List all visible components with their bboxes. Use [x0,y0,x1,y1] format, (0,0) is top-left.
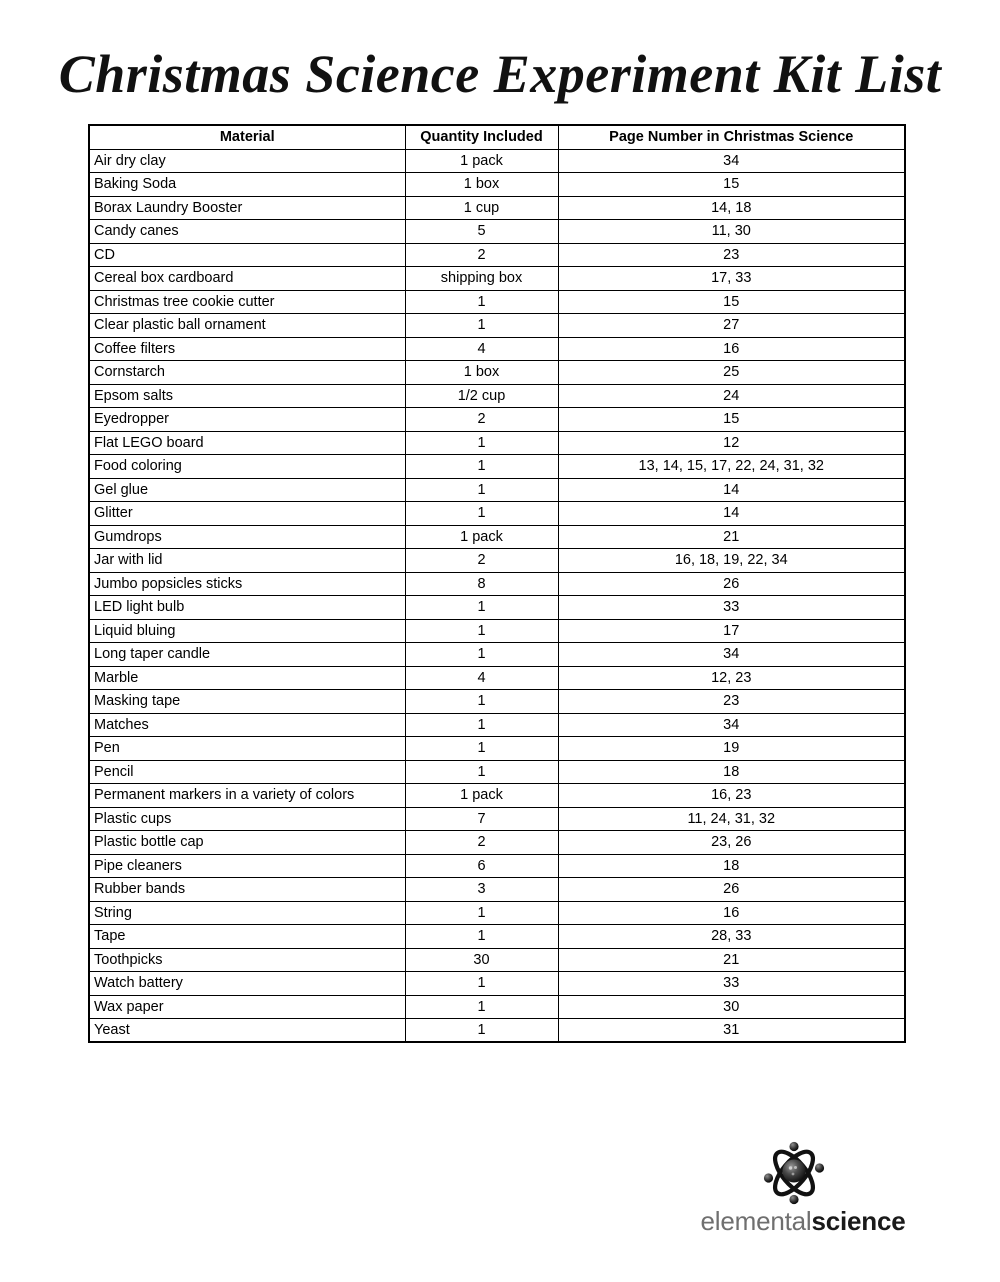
cell-quantity: 2 [405,408,558,432]
table-row [89,314,905,338]
cell-material: Pencil [89,760,405,784]
cell-quantity: 7 [405,807,558,831]
cell-material: Epsom salts [89,384,405,408]
cell-material: Coffee filters [89,337,405,361]
cell-quantity: 1 box [405,173,558,197]
cell-quantity: shipping box [405,267,558,291]
table-row [89,784,905,808]
cell-quantity: 1 [405,760,558,784]
kit-list-table [88,124,906,1043]
table-row [89,948,905,972]
table-row [89,361,905,385]
cell-page-number: 19 [558,737,905,761]
cell-quantity: 1 pack [405,784,558,808]
atom-icon [757,1138,831,1208]
cell-material: Pen [89,737,405,761]
cell-material: Jar with lid [89,549,405,573]
cell-material: Watch battery [89,972,405,996]
cell-page-number: 15 [558,408,905,432]
table-row [89,831,905,855]
cell-material: Cereal box cardboard [89,267,405,291]
cell-page-number: 17, 33 [558,267,905,291]
cell-material: Baking Soda [89,173,405,197]
table-row [89,901,905,925]
table-row [89,666,905,690]
cell-page-number: 16, 18, 19, 22, 34 [558,549,905,573]
table-row [89,220,905,244]
cell-quantity: 8 [405,572,558,596]
cell-quantity: 1 [405,431,558,455]
cell-material: Toothpicks [89,948,405,972]
table-row [89,690,905,714]
table-row [89,549,905,573]
cell-quantity: 1/2 cup [405,384,558,408]
table-row [89,854,905,878]
cell-material: Gumdrops [89,525,405,549]
cell-quantity: 6 [405,854,558,878]
cell-quantity: 1 box [405,361,558,385]
cell-quantity: 1 [405,901,558,925]
cell-material: Eyedropper [89,408,405,432]
cell-material: Liquid bluing [89,619,405,643]
cell-page-number: 30 [558,995,905,1019]
table-body [89,149,905,1042]
cell-material: String [89,901,405,925]
cell-quantity: 1 [405,290,558,314]
cell-page-number: 23 [558,690,905,714]
table-row [89,619,905,643]
cell-page-number: 31 [558,1019,905,1043]
cell-page-number: 12 [558,431,905,455]
cell-page-number: 16 [558,337,905,361]
table-row [89,431,905,455]
cell-quantity: 2 [405,831,558,855]
table-row [89,408,905,432]
cell-page-number: 18 [558,760,905,784]
table-row [89,713,905,737]
cell-material: Candy canes [89,220,405,244]
table-row [89,173,905,197]
table-row [89,525,905,549]
cell-page-number: 14, 18 [558,196,905,220]
table-row [89,760,905,784]
cell-material: Gel glue [89,478,405,502]
cell-page-number: 11, 30 [558,220,905,244]
table-header [89,125,905,149]
table-row [89,643,905,667]
table-row [89,243,905,267]
table-row [89,267,905,291]
cell-quantity: 4 [405,337,558,361]
cell-quantity: 1 pack [405,149,558,173]
cell-material: CD [89,243,405,267]
cell-quantity: 1 [405,502,558,526]
cell-quantity: 1 [405,737,558,761]
table-row [89,502,905,526]
cell-page-number: 18 [558,854,905,878]
cell-quantity: 2 [405,243,558,267]
cell-quantity: 1 [405,690,558,714]
table-row [89,478,905,502]
cell-material: LED light bulb [89,596,405,620]
cell-material: Plastic bottle cap [89,831,405,855]
table-row [89,455,905,479]
cell-quantity: 1 [405,478,558,502]
cell-page-number: 21 [558,525,905,549]
table-row [89,878,905,902]
cell-quantity: 1 [405,596,558,620]
table-header-row [89,125,905,149]
kit-list-table-container [88,124,904,1043]
cell-quantity: 1 [405,995,558,1019]
cell-quantity: 3 [405,878,558,902]
table-row [89,1019,905,1043]
cell-page-number: 21 [558,948,905,972]
cell-material: Rubber bands [89,878,405,902]
cell-page-number: 15 [558,290,905,314]
cell-material: Cornstarch [89,361,405,385]
cell-page-number: 16 [558,901,905,925]
cell-page-number: 26 [558,572,905,596]
cell-material: Wax paper [89,995,405,1019]
cell-page-number: 28, 33 [558,925,905,949]
cell-quantity: 1 [405,713,558,737]
cell-quantity: 1 [405,643,558,667]
cell-quantity: 1 [405,972,558,996]
cell-material: Long taper candle [89,643,405,667]
cell-material: Masking tape [89,690,405,714]
table-row [89,737,905,761]
cell-page-number: 27 [558,314,905,338]
page-title: Christmas Science Experiment Kit List [58,44,942,104]
cell-material: Yeast [89,1019,405,1043]
cell-page-number: 13, 14, 15, 17, 22, 24, 31, 32 [558,455,905,479]
cell-material: Tape [89,925,405,949]
cell-quantity: 1 cup [405,196,558,220]
cell-quantity: 2 [405,549,558,573]
table-row [89,384,905,408]
column-header-material: Material [89,125,405,149]
cell-material: Christmas tree cookie cutter [89,290,405,314]
cell-material: Flat LEGO board [89,431,405,455]
cell-page-number: 23, 26 [558,831,905,855]
cell-material: Jumbo popsicles sticks [89,572,405,596]
logo-word-science: science [811,1206,906,1236]
cell-page-number: 11, 24, 31, 32 [558,807,905,831]
cell-quantity: 1 [405,455,558,479]
cell-page-number: 14 [558,478,905,502]
cell-page-number: 24 [558,384,905,408]
table-row [89,807,905,831]
cell-page-number: 25 [558,361,905,385]
elemental-science-logo [697,1138,909,1238]
cell-material: Borax Laundry Booster [89,196,405,220]
table-row [89,596,905,620]
cell-quantity: 5 [405,220,558,244]
table-row [89,337,905,361]
cell-material: Clear plastic ball ornament [89,314,405,338]
cell-quantity: 30 [405,948,558,972]
table-row [89,995,905,1019]
cell-material: Air dry clay [89,149,405,173]
cell-material: Marble [89,666,405,690]
table-row [89,972,905,996]
cell-material: Matches [89,713,405,737]
column-header-page: Page Number in Christmas Science [558,125,905,149]
cell-page-number: 33 [558,596,905,620]
cell-page-number: 14 [558,502,905,526]
table-row [89,925,905,949]
cell-page-number: 34 [558,149,905,173]
cell-material: Food coloring [89,455,405,479]
column-header-quantity: Quantity Included [405,125,558,149]
table-row [89,572,905,596]
cell-quantity: 1 [405,925,558,949]
cell-page-number: 34 [558,643,905,667]
cell-page-number: 26 [558,878,905,902]
cell-page-number: 34 [558,713,905,737]
table-row [89,196,905,220]
cell-material: Glitter [89,502,405,526]
cell-page-number: 33 [558,972,905,996]
cell-page-number: 23 [558,243,905,267]
cell-quantity: 1 [405,1019,558,1043]
cell-page-number: 17 [558,619,905,643]
logo-wordmark [697,1206,909,1236]
cell-page-number: 12, 23 [558,666,905,690]
cell-material: Plastic cups [89,807,405,831]
cell-material: Pipe cleaners [89,854,405,878]
cell-quantity: 4 [405,666,558,690]
cell-page-number: 15 [558,173,905,197]
cell-quantity: 1 [405,314,558,338]
cell-page-number: 16, 23 [558,784,905,808]
cell-quantity: 1 [405,619,558,643]
cell-material: Permanent markers in a variety of colors [89,784,405,808]
table-row [89,149,905,173]
cell-quantity: 1 pack [405,525,558,549]
table-row [89,290,905,314]
logo-word-elemental: elemental [700,1206,812,1236]
